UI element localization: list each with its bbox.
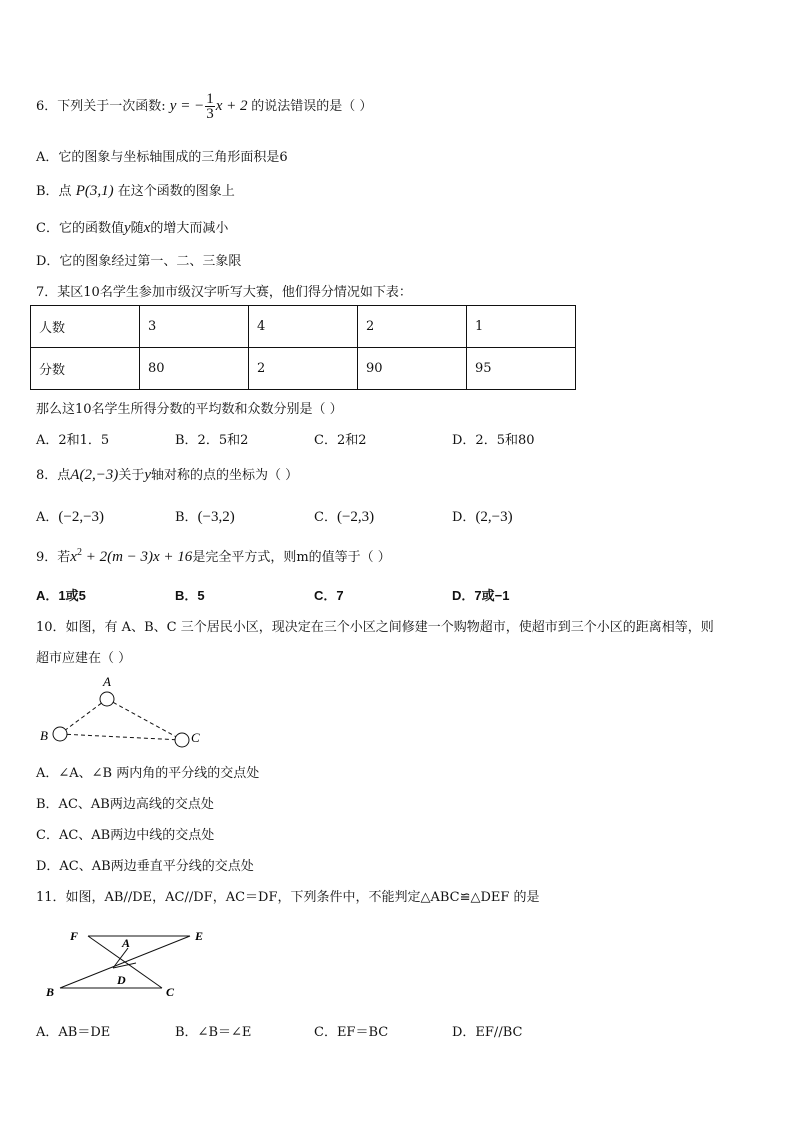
segment-ab [60,699,107,734]
q10-option-c: C．AC、AB两边中线的交点处 [36,828,215,843]
q9-stem: 9．若$x^2 + 2(m - 3)x + 16$是完全平方式，则m的值等于（ ） [36,547,391,565]
table-row [31,306,576,348]
q11-figure [40,922,220,1002]
q7-score-table [30,305,576,390]
q6-option-b: B．点 P(3,1) 在这个函数的图象上 [36,183,235,199]
q6-point-p: P(3,1) [75,183,114,199]
q9-option-b: B．5 [175,588,205,603]
q11-stem: 11．如图，AB//DE，AC//DF，AC＝DF，下列条件中，不能判定△ABC≌△DEF 的是 [36,890,540,905]
q10-stem-line2: 超市应建在（ ） [36,651,132,666]
q10-option-b: B．AC、AB两边高线的交点处 [36,797,214,812]
q8-option-a: A．(−2,−3) [36,509,105,525]
q10-option-a: A．∠A、∠B 两内角的平分线的交点处 [36,766,260,781]
segment-bc [60,734,182,740]
q11-option-d: D．EF//BC [452,1025,523,1040]
q10-stem-line1: 10．如图，有 A、B、C 三个居民小区，现决定在三个小区之间修建一个购物超市，使超市到三个小区的距离相等，则 [36,620,714,635]
q6-option-d: D．它的图象经过第一、二、三象限 [36,254,242,269]
label-c: C [166,985,175,999]
label-b: B [40,728,48,743]
table-cell: 分数 [31,348,140,390]
q6-stem-post: 的说法错误的是（ ） [251,98,373,114]
q9-option-c: C．7 [314,588,344,603]
q11-option-c: C．EF＝BC [314,1025,389,1040]
label-e: E [195,929,204,943]
q8-point-a: A(2,−3) [70,467,119,483]
label-f: F [70,929,79,943]
q9-formula: $x^2 + 2(m - 3)x + 16$ [70,547,193,565]
table-cell: 2 [249,348,358,390]
label-c: C [191,730,200,745]
q6-formula: y = − $\frac{1}{3}$ x + 2 [169,91,248,122]
q6-stem-pre: 6．下列关于一次函数: [36,98,170,114]
table-cell: 4 [249,306,358,348]
community-c-icon [175,733,189,747]
community-a-icon [100,692,114,706]
q6-stem [36,92,372,121]
q8-option-b: B．(−3,2) [175,509,235,525]
table-row [31,348,576,390]
q10-option-d: D．AC、AB两边垂直平分线的交点处 [36,859,254,874]
table-cell: 2 [358,306,467,348]
label-a: A [122,936,131,950]
q7-option-a: A．2和1．5 [36,433,110,448]
table-cell: 人数 [31,306,140,348]
q10-figure [36,672,216,752]
q7-option-d: D．2．5和80 [452,433,535,448]
label-d: D [117,973,126,987]
segment-ac [107,699,182,740]
q11-option-b: B．∠B＝∠E [175,1025,252,1040]
q6-option-a: A．它的图象与坐标轴围成的三角形面积是6 [36,150,288,165]
q7-option-c: C．2和2 [314,433,367,448]
q6-option-c: C．它的函数值y随x的增大而减小 [36,220,229,236]
q8-stem: 8．点A(2,−3)关于y轴对称的点的坐标为（ ） [36,467,299,483]
q7-question: 那么这10名学生所得分数的平均数和众数分别是（ ） [36,402,343,417]
q6-fraction: $\frac{1}{3}$ [206,91,214,122]
table-cell: 80 [140,348,249,390]
q9-option-d: D．7或−1 [452,588,510,603]
label-b: B [46,985,55,999]
table-cell: 1 [467,306,576,348]
q7-option-b: B．2．5和2 [175,433,249,448]
community-b-icon [53,727,67,741]
q7-stem: 7．某区10名学生参加市级汉字听写大赛，他们得分情况如下表： [36,285,412,300]
table-cell: 3 [140,306,249,348]
table-cell: 95 [467,348,576,390]
q8-option-c: C．(−2,3) [314,509,375,525]
label-a: A [103,674,111,689]
q8-option-d: D．(2,−3) [452,509,513,525]
table-cell: 90 [358,348,467,390]
q11-option-a: A．AB＝DE [36,1025,111,1040]
q9-option-a: A．1或5 [36,588,86,603]
